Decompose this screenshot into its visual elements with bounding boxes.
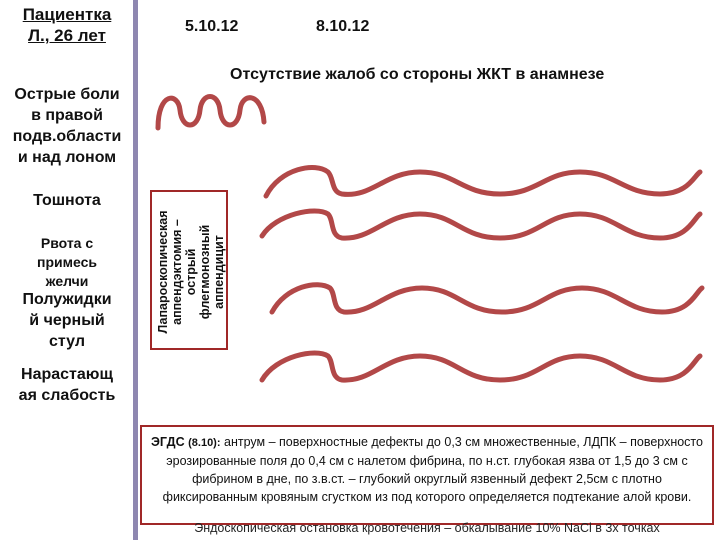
patient-age: Л., 26 лет [28,26,106,45]
symptom-line: Острые боли [14,86,120,103]
surgery-line: флегмонозный [198,224,212,320]
surgery-label [155,194,227,350]
egds-text: антрум – поверхностные дефекты до 0,3 см множественные, ЛДПК – поверхносто эрозированные поля до 0,4 см с налетом фибрина, по н.ст. глубокая язва от 1,5 до 3 см с фибрином в дне, по з.в.ст. – глубокий округлый язвенный дефект 2,5см с плотно фиксированным кровяным сгустком из под которого определяется подтекание алой крови. [162,435,703,504]
symptom-line: ая слабость [18,387,116,404]
egds-hemostasis-note: Эндоскопическая остановка кровотечения – обкалывание 10% NaCl в 3х точках [194,521,660,535]
symptom-line: Нарастающ [21,366,113,383]
anamnesis-note: Отсутствие жалоб со стороны ЖКТ в анамнезе [230,66,605,83]
symptom-line: стул [49,333,85,350]
egds-heading: ЭГДС [151,435,185,449]
symptom-line: в правой [31,107,103,124]
symptom-line: подв.области [12,128,122,145]
symptom-line: желчи [45,273,89,289]
surgery-line: аппендэктомия – [170,219,184,325]
symptom-line: й черный [29,312,105,329]
symptom-line: Рвота с [40,235,94,251]
symptom-wave-2 [262,211,700,238]
patient-label: Пациентка [22,5,112,24]
symptom-wave-1 [266,167,700,196]
date-second: 8.10.12 [316,18,370,35]
pain-wave [158,97,264,129]
symptom-wave-4 [262,353,700,380]
symptom-line: примесь [37,254,97,270]
surgery-label-box [150,190,228,350]
symptom-line: и над лоном [17,149,117,166]
symptom-nausea: Тошнота [33,192,101,209]
surgery-line: аппендицит [212,235,226,309]
surgery-line: острый [184,248,198,296]
egds-findings-box [140,425,714,525]
symptom-line: Полужидки [22,291,112,308]
surgery-line: Лапароскопическая [156,210,170,334]
symptom-wave-3 [272,285,702,312]
date-first: 5.10.12 [185,18,239,35]
egds-date: (8.10): [188,437,221,449]
